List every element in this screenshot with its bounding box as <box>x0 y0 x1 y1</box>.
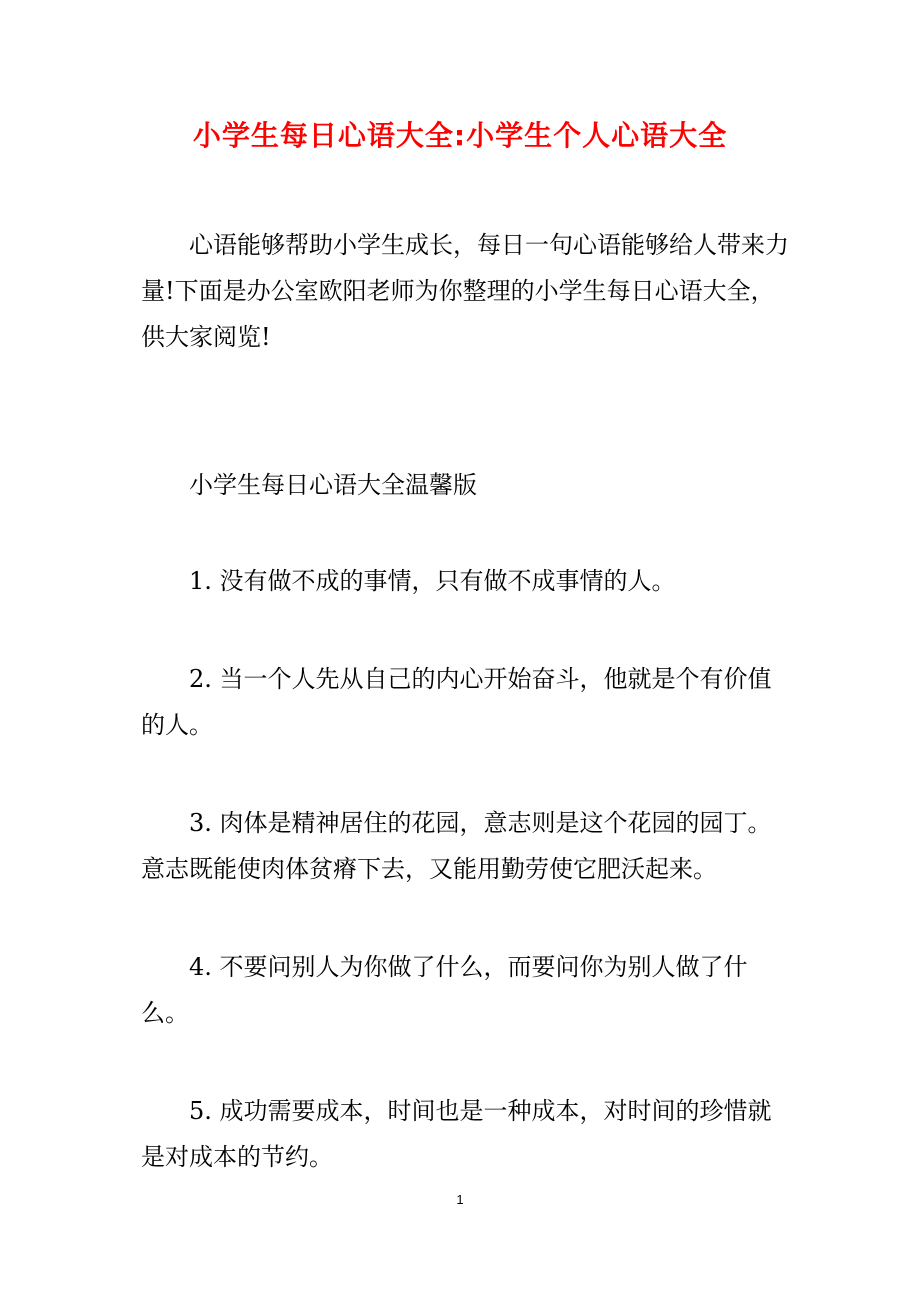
intro-paragraph: 心语能够帮助小学生成长，每日一句心语能够给人带来力量!下面是办公室欧阳老师为你整理的小学生每日心语大全，供大家阅览! <box>141 231 789 351</box>
list-item: 5. 成功需要成本，时间也是一种成本，对时间的珍惜就是对成本的节约。 <box>141 1097 772 1171</box>
list-item: 4. 不要问别人为你做了什么，而要问你为别人做了什么。 <box>141 953 748 1027</box>
page-number: 1 <box>456 1192 464 1207</box>
list-item: 2. 当一个人先从自己的内心开始奋斗，他就是个有价值的人。 <box>141 665 772 739</box>
list-item: 1. 没有做不成的事情，只有做不成事情的人。 <box>189 567 676 595</box>
list-item: 3. 肉体是精神居住的花园，意志则是这个花园的园丁。意志既能使肉体贫瘠下去，又能用勤劳使它肥沃起来。 <box>141 809 772 883</box>
section-heading: 小学生每日心语大全温馨版 <box>189 471 477 499</box>
document-title: 小学生每日心语大全:小学生个人心语大全 <box>192 119 728 152</box>
